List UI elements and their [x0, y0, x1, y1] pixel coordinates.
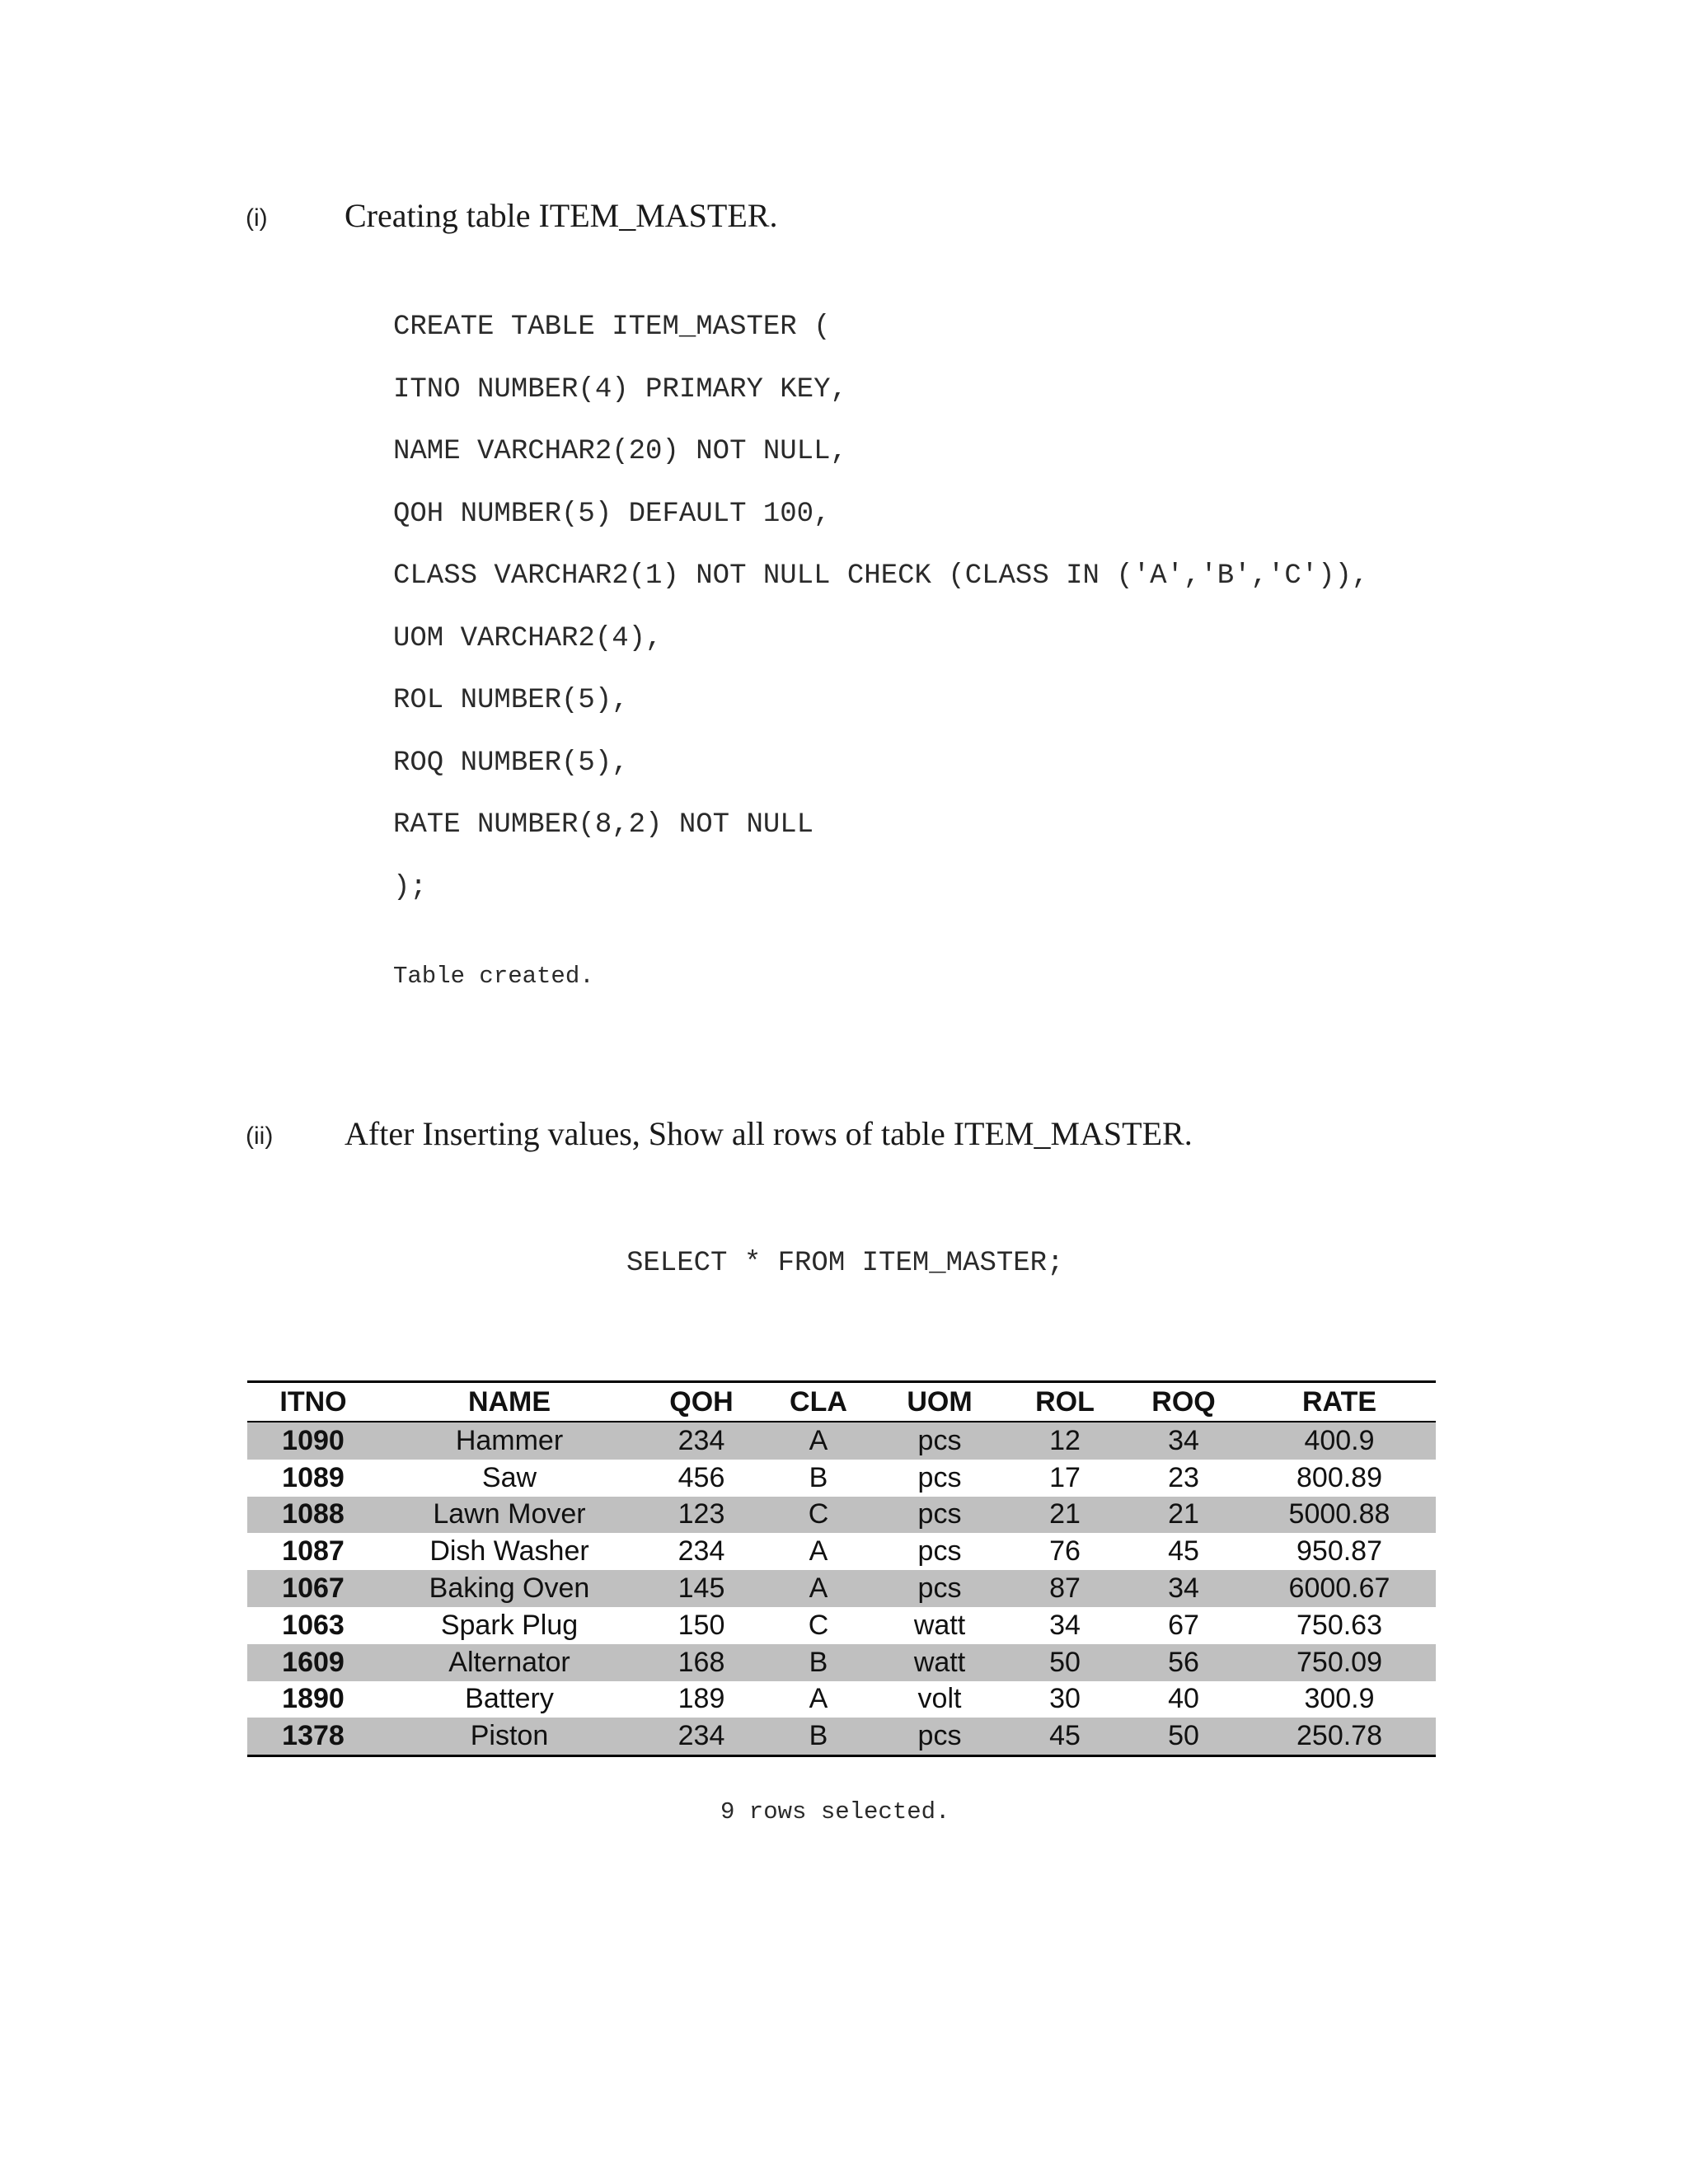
code-line: QOH NUMBER(5) DEFAULT 100,: [393, 498, 831, 530]
table-cell-qoh: 150: [678, 1609, 725, 1641]
column-header-rate: RATE: [1243, 1382, 1436, 1422]
code-line: RATE NUMBER(8,2) NOT NULL: [393, 809, 814, 841]
table-row: [247, 1422, 1436, 1460]
table-cell-qoh: 234: [678, 1535, 725, 1568]
section-2-heading: After Inserting values, Show all rows of table ITEM_MASTER.: [345, 1115, 1193, 1152]
table-cell-uom: pcs: [874, 1570, 1006, 1607]
table-cell-rol: 34: [1049, 1609, 1081, 1641]
table-cell-rate: 750.63: [1296, 1609, 1382, 1641]
column-header-itno: ITNO: [247, 1382, 379, 1422]
create-table-code-block: [393, 297, 1368, 919]
table-cell-uom: pcs: [874, 1497, 1006, 1534]
table-cell-rate: 6000.67: [1243, 1570, 1436, 1607]
table-cell-rol: 17: [1049, 1461, 1081, 1493]
table-cell-rate: 800.89: [1296, 1461, 1382, 1493]
table-cell-name: Hammer: [379, 1422, 640, 1460]
table-cell-qoh: 145: [640, 1570, 763, 1607]
table-cell-cla: A: [809, 1535, 828, 1568]
table-cell-name: Saw: [481, 1461, 537, 1493]
table-cell-name: Dish Washer: [429, 1535, 589, 1568]
table-cell-qoh: 456: [678, 1461, 725, 1493]
table-cell-name: Spark Plug: [440, 1609, 579, 1641]
table-cell-qoh: 234: [640, 1422, 763, 1460]
section-1-heading: Creating table ITEM_MASTER.: [345, 197, 778, 234]
table-cell-roq: 34: [1124, 1422, 1243, 1460]
table-row: [247, 1644, 1436, 1681]
table-cell-rol: 76: [1049, 1535, 1081, 1568]
table-cell-itno: 1090: [247, 1422, 379, 1460]
select-result-message: 9 rows selected.: [720, 1798, 950, 1825]
table-row: [247, 1460, 1436, 1497]
code-line: ROQ NUMBER(5),: [393, 747, 629, 779]
table-cell-rate: 250.78: [1243, 1718, 1436, 1755]
table-cell-cla: B: [809, 1461, 828, 1493]
column-header-uom: UOM: [874, 1382, 1006, 1422]
table-cell-uom: volt: [917, 1683, 962, 1715]
column-header-name: NAME: [379, 1382, 640, 1422]
table-cell-itno: 1063: [282, 1609, 345, 1641]
section-2-number: (ii): [246, 1122, 274, 1150]
table-row: [247, 1497, 1436, 1534]
table-cell-rol: 87: [1006, 1570, 1124, 1607]
table-cell-itno: 1609: [247, 1644, 379, 1681]
table-cell-rate: 300.9: [1304, 1683, 1375, 1715]
table-cell-name: Baking Oven: [379, 1570, 640, 1607]
table-row: [247, 1718, 1436, 1755]
table-cell-itno: 1087: [282, 1535, 345, 1568]
table-row: [247, 1681, 1436, 1718]
table-cell-uom: pcs: [917, 1461, 962, 1493]
table-cell-uom: watt: [874, 1644, 1006, 1681]
table-cell-name: Alternator: [379, 1644, 640, 1681]
table-cell-cla: A: [763, 1422, 874, 1460]
code-line: NAME VARCHAR2(20) NOT NULL,: [393, 436, 847, 467]
table-row: [247, 1533, 1436, 1570]
table-cell-itno: 1890: [282, 1683, 345, 1715]
table-cell-cla: A: [809, 1683, 828, 1715]
table-cell-rate: 400.9: [1243, 1422, 1436, 1460]
table-cell-roq: 34: [1124, 1570, 1243, 1607]
code-line: CREATE TABLE ITEM_MASTER (: [393, 312, 831, 343]
table-cell-rol: 12: [1006, 1422, 1124, 1460]
table-cell-qoh: 234: [640, 1718, 763, 1755]
code-line: UOM VARCHAR2(4),: [393, 622, 663, 654]
table-cell-qoh: 168: [640, 1644, 763, 1681]
table-cell-name: Lawn Mover: [379, 1497, 640, 1534]
table-cell-rate: 5000.88: [1243, 1497, 1436, 1534]
column-header-rol: ROL: [1006, 1382, 1124, 1422]
table-cell-roq: 50: [1124, 1718, 1243, 1755]
table-header-row: [247, 1382, 1436, 1422]
table-cell-cla: C: [808, 1609, 829, 1641]
table-row: [247, 1570, 1436, 1607]
table-cell-itno: 1378: [247, 1718, 379, 1755]
table-cell-cla: B: [763, 1644, 874, 1681]
table-cell-uom: watt: [913, 1609, 966, 1641]
table-row: [247, 1607, 1436, 1644]
table-cell-roq: 40: [1168, 1683, 1199, 1715]
table-cell-uom: pcs: [917, 1535, 962, 1568]
column-header-qoh: QOH: [640, 1382, 763, 1422]
table-cell-rol: 30: [1049, 1683, 1081, 1715]
code-line: ITNO NUMBER(4) PRIMARY KEY,: [393, 373, 847, 405]
table-cell-rate: 750.09: [1243, 1644, 1436, 1681]
item-master-table: [247, 1380, 1436, 1757]
table-cell-roq: 56: [1124, 1644, 1243, 1681]
code-line: CLASS VARCHAR2(1) NOT NULL CHECK (CLASS IN ('A','B','C')),: [393, 560, 1369, 592]
table-cell-itno: 1089: [282, 1461, 345, 1493]
table-cell-rate: 950.87: [1296, 1535, 1382, 1568]
table-cell-roq: 21: [1124, 1497, 1243, 1534]
table-cell-uom: pcs: [874, 1422, 1006, 1460]
code-line: ROL NUMBER(5),: [393, 685, 629, 716]
table-cell-qoh: 189: [678, 1683, 725, 1715]
table-cell-rol: 21: [1006, 1497, 1124, 1534]
code-line: );: [393, 871, 427, 903]
table-cell-name: Piston: [379, 1718, 640, 1755]
table-cell-cla: A: [763, 1570, 874, 1607]
table-cell-name: Battery: [465, 1683, 554, 1715]
table-cell-roq: 23: [1168, 1461, 1199, 1493]
table-cell-itno: 1088: [247, 1497, 379, 1534]
table-cell-itno: 1067: [247, 1570, 379, 1607]
create-result-message: Table created.: [393, 963, 594, 990]
table-cell-qoh: 123: [640, 1497, 763, 1534]
table-cell-roq: 45: [1168, 1535, 1199, 1568]
table-cell-rol: 50: [1006, 1644, 1124, 1681]
table-cell-uom: pcs: [874, 1718, 1006, 1755]
section-1-number: (i): [246, 204, 268, 232]
select-query: SELECT * FROM ITEM_MASTER;: [626, 1248, 1064, 1279]
table-cell-cla: B: [763, 1718, 874, 1755]
table-cell-roq: 67: [1168, 1609, 1199, 1641]
column-header-roq: ROQ: [1124, 1382, 1243, 1422]
column-header-cla: CLA: [763, 1382, 874, 1422]
table-cell-cla: C: [763, 1497, 874, 1534]
table-cell-rol: 45: [1006, 1718, 1124, 1755]
